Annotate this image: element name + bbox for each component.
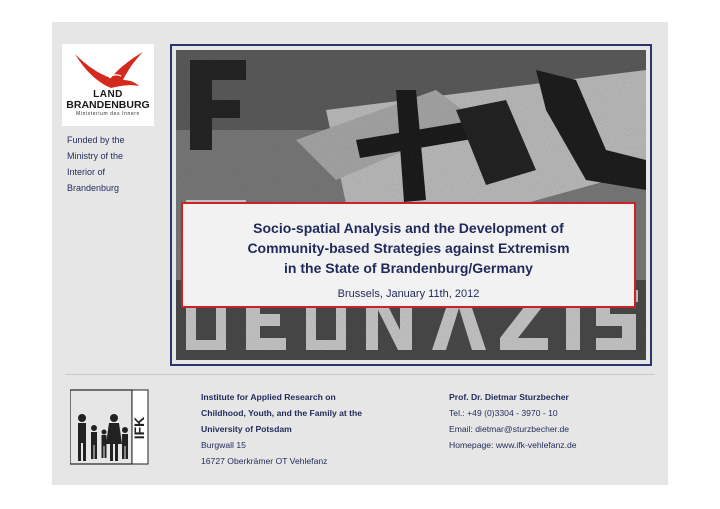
institute-name-line: Childhood, Youth, and the Family at the — [201, 408, 363, 418]
ifk-logo-text: IFK — [131, 416, 147, 440]
funded-line: Interior of — [67, 167, 106, 177]
contact-info — [449, 389, 649, 453]
title-line: Socio-spatial Analysis and the Development of — [253, 220, 564, 236]
contact-email[interactable]: Email: dietmar@sturzbecher.de — [449, 424, 570, 434]
contact-homepage[interactable]: Homepage: www.ifk-vehlefanz.de — [449, 440, 577, 450]
contact-tel: Tel.: +49 (0)3304 - 3970 - 10 — [449, 408, 558, 418]
institute-info — [201, 389, 431, 469]
eagle-icon — [69, 48, 147, 92]
ifk-logo — [70, 388, 150, 466]
logo-line-land: LAND — [93, 89, 123, 100]
title-line: in the State of Brandenburg/Germany — [284, 260, 533, 276]
institute-address-line: 16727 Oberkrämer OT Vehlefanz — [201, 456, 328, 466]
land-brandenburg-logo — [62, 44, 154, 126]
title-box — [181, 202, 636, 308]
presentation-subtitle: Brussels, January 11th, 2012 — [337, 288, 480, 300]
funded-line: Brandenburg — [67, 183, 120, 193]
funded-by-note — [67, 132, 157, 196]
contact-name: Prof. Dr. Dietmar Sturzbecher — [449, 392, 569, 402]
institute-address-line: Burgwall 15 — [201, 440, 246, 450]
institute-name-line: Institute for Applied Research on — [201, 392, 336, 402]
family-figures-icon — [70, 388, 150, 466]
funded-line: Ministry of the — [67, 151, 124, 161]
presentation-title — [183, 218, 634, 278]
logo-line-ministry: Ministerium des Innern — [76, 111, 140, 117]
footer-divider — [65, 374, 655, 375]
logo-line-brandenburg: BRANDENBURG — [66, 99, 150, 111]
funded-line: Funded by the — [67, 135, 125, 145]
title-line: Community-based Strategies against Extremism — [247, 240, 570, 256]
institute-name-line: University of Potsdam — [201, 424, 292, 434]
